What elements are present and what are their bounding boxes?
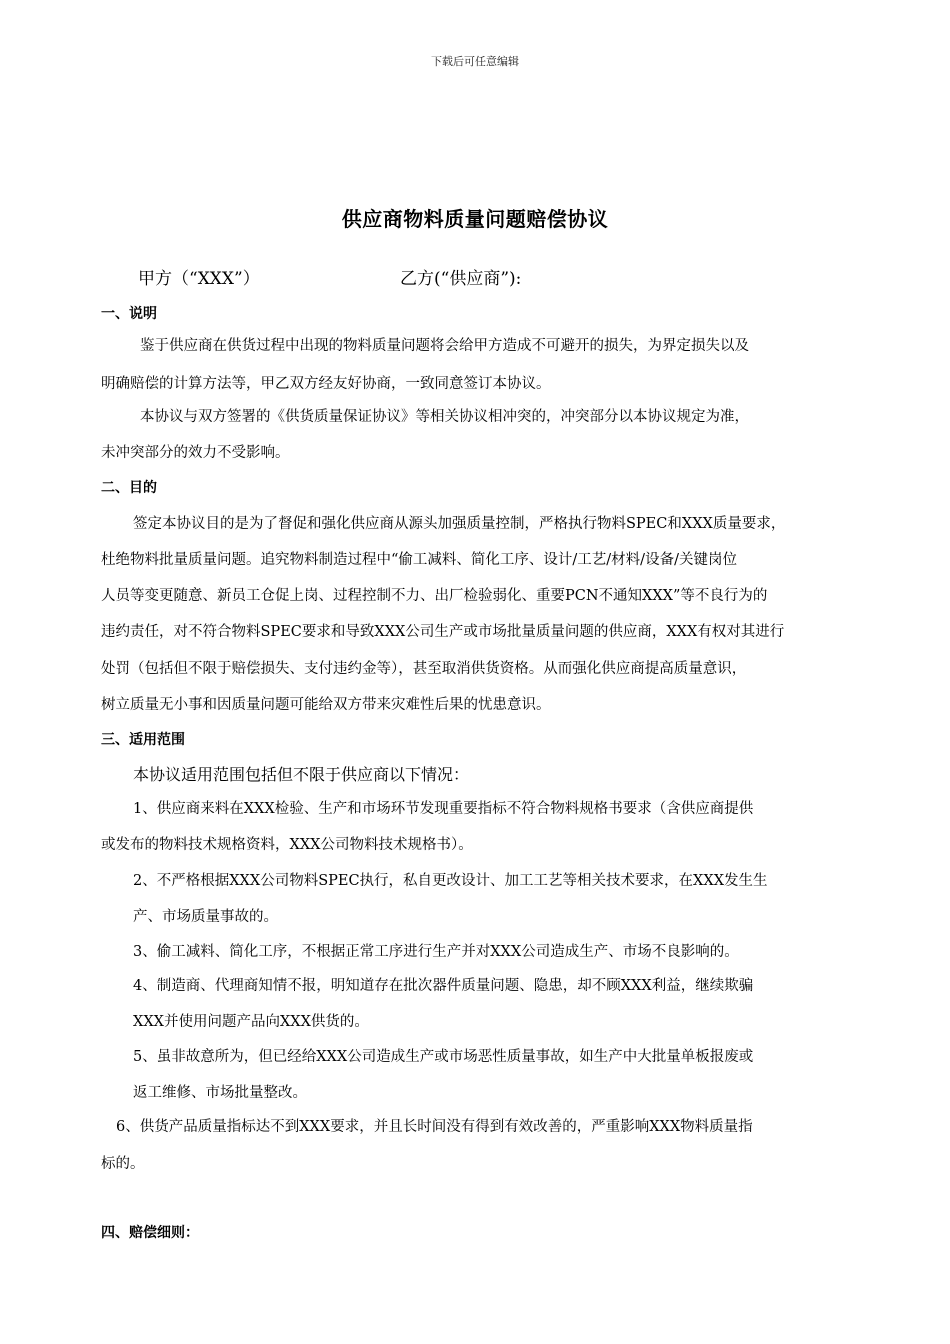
paragraph-line: 处罚（包括但不限于赔偿损失、支付违约金等），甚至取消供货资格。从而强化供应商提高质量意识， [101, 661, 747, 677]
paragraph-line: 人员等变更随意、新员工仓促上岗、过程控制不力、出厂检验弱化、重要PCN不通知XXX”等不良行为的 [101, 588, 768, 604]
scope-item-line: 1、供应商来料在XXX检验、生产和市场环节发现重要指标不符合物料规格书要求（含供应商提供 [133, 801, 754, 817]
party-a: 甲方（“XXX”） [138, 269, 260, 289]
scope-item-line: 4、制造商、代理商知情不报，明知道存在批次器件质量问题、隐患，却不顾XXX利益，继续欺骗 [133, 978, 754, 994]
scope-item-line: XXX并使用问题产品向XXX供货的。 [133, 1014, 369, 1030]
section-heading-2: 二、目的 [101, 480, 157, 496]
paragraph-line: 树立质量无小事和因质量问题可能给双方带来灾难性后果的忧患意识。 [101, 697, 551, 713]
paragraph-line: 签定本协议目的是为了督促和强化供应商从源头加强质量控制，严格执行物料SPEC和XXX质量要求， [133, 516, 786, 532]
scope-item-line: 或发布的物料技术规格资料，XXX公司物料技术规格书）。 [101, 837, 473, 853]
section-heading-3: 三、适用范围 [101, 732, 185, 748]
party-b: 乙方(“供应商”): [400, 269, 522, 289]
paragraph-line: 违约责任，对不符合物料SPEC要求和导致XXX公司生产或市场批量质量问题的供应商，XXX有权对其进行 [101, 624, 785, 640]
header-note: 下载后可任意编辑 [431, 55, 519, 68]
scope-item-line: 3、偷工减料、简化工序，不根据正常工序进行生产并对XXX公司造成生产、市场不良影响的。 [133, 944, 739, 960]
scope-item-line: 返工维修、市场批量整改。 [133, 1085, 307, 1101]
scope-item-line: 标的。 [101, 1156, 145, 1172]
scope-item-line: 产、市场质量事故的。 [133, 909, 278, 925]
paragraph-line: 鉴于供应商在供货过程中出现的物料质量问题将会给甲方造成不可避开的损失，为界定损失以及 [140, 338, 749, 354]
scope-item-line: 2、不严格根据XXX公司物料SPEC执行，私自更改设计、加工工艺等相关技术要求，在XXX发生生 [133, 873, 768, 889]
paragraph-line: 未冲突部分的效力不受影响。 [101, 445, 290, 461]
scope-intro: 本协议适用范围包括但不限于供应商以下情况： [133, 765, 470, 784]
section-heading-4: 四、赔偿细则： [101, 1225, 199, 1241]
parties-line [138, 264, 522, 289]
document-title: 供应商物料质量问题赔偿协议 [341, 207, 609, 231]
section-heading-1: 一、说明 [101, 306, 157, 322]
scope-item-line: 6、供货产品质量指标达不到XXX要求，并且长时间没有得到有效改善的，严重影响XXX物料质量指 [116, 1119, 753, 1135]
scope-item-line: 5、虽非故意所为，但已经给XXX公司造成生产或市场恶性质量事故，如生产中大批量单板报废或 [133, 1049, 754, 1065]
paragraph-line: 杜绝物料批量质量问题。追究物料制造过程中“偷工减料、简化工序、设计/工艺/材料/设备/关键岗位 [101, 552, 737, 568]
paragraph-line: 明确赔偿的计算方法等，甲乙双方经友好协商，一致同意签订本协议。 [101, 376, 551, 392]
paragraph-line: 本协议与双方签署的《供货质量保证协议》等相关协议相冲突的，冲突部分以本协议规定为准， [140, 409, 749, 425]
